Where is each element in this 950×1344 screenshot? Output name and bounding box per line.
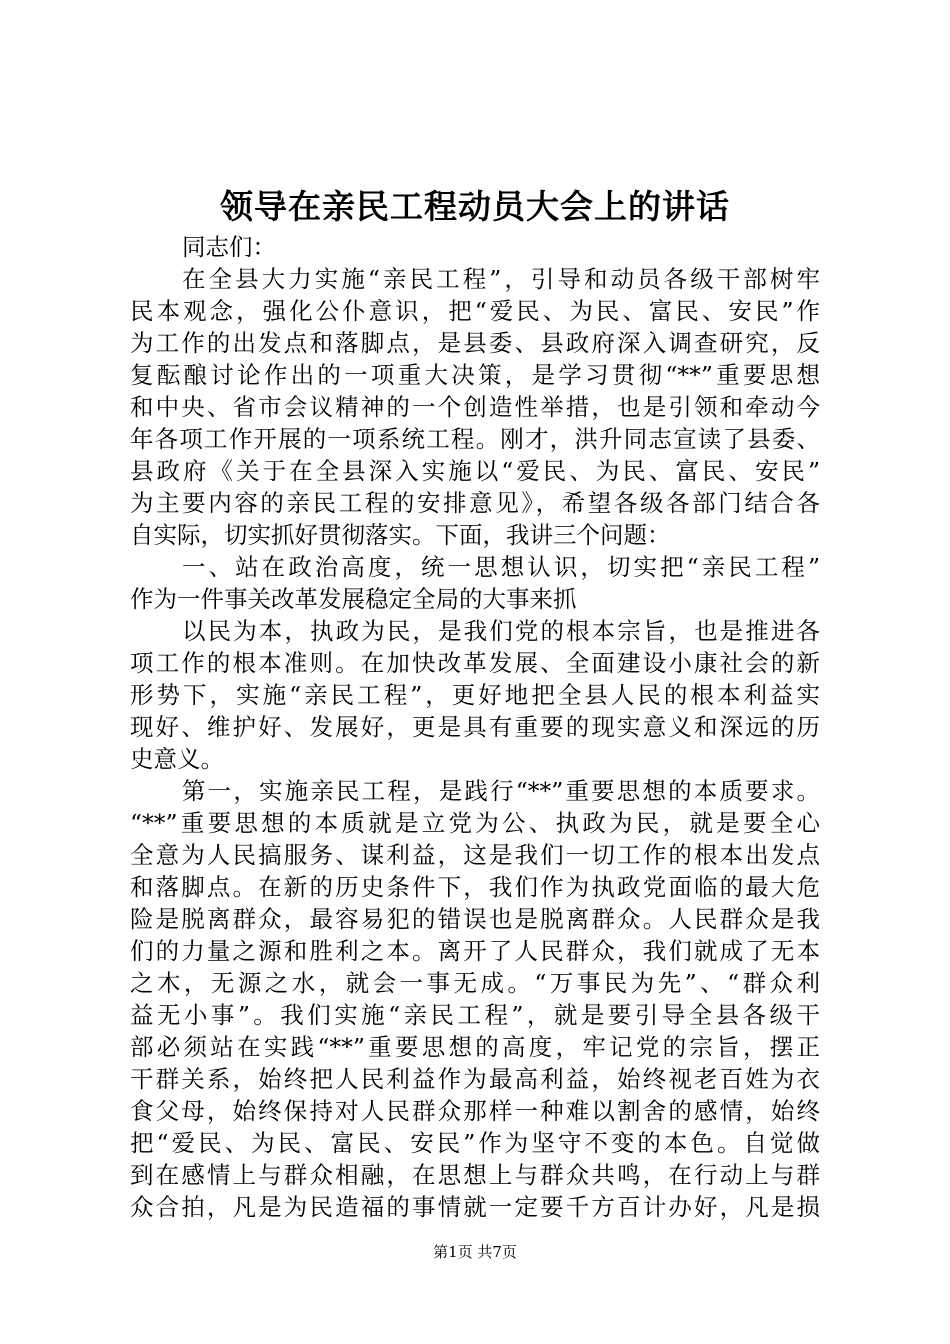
document-body <box>130 231 820 1223</box>
paragraph-line: 为工作的出发点和落脚点，是县委、县政府深入调查研究，反 <box>130 329 820 357</box>
paragraph-line: 险是脱离群众，最容易犯的错误也是脱离群众。人民群众是我 <box>130 905 820 933</box>
paragraph-line: 以民为本，执政为民，是我们党的根本宗旨，也是推进各 <box>182 617 820 645</box>
paragraph-line: 为主要内容的亲民工程的安排意见》，希望各级各部门结合各 <box>130 489 820 517</box>
paragraph-line: 第一，实施亲民工程，是践行“**”重要思想的本质要求。 <box>182 777 820 805</box>
paragraph-line: 形势下，实施“亲民工程”，更好地把全县人民的根本利益实 <box>130 681 820 709</box>
paragraph-line: 和落脚点。在新的历史条件下，我们作为执政党面临的最大危 <box>130 873 820 901</box>
paragraph-line: 史意义。 <box>130 745 224 773</box>
paragraph-line: 部必须站在实践“**”重要思想的高度，牢记党的宗旨，摆正 <box>130 1033 820 1061</box>
paragraph-line: 民本观念，强化公仆意识，把“爱民、为民、富民、安民”作 <box>130 297 820 325</box>
paragraph-line: 之木，无源之水，就会一事无成。“万事民为先”、“群众利 <box>130 969 820 997</box>
salutation: 同志们： <box>182 233 276 261</box>
paragraph-line: 益无小事”。我们实施“亲民工程”，就是要引导全县各级干 <box>130 1001 820 1029</box>
paragraph-line: 把“爱民、为民、富民、安民”作为坚守不变的本色。自觉做 <box>130 1129 820 1157</box>
paragraph-line: 项工作的根本准则。在加快改革发展、全面建设小康社会的新 <box>130 649 820 677</box>
paragraph-line: 众合拍，凡是为民造福的事情就一定要千方百计办好，凡是损 <box>130 1193 820 1221</box>
section-heading-line: 作为一件事关改革发展稳定全局的大事来抓 <box>130 585 577 613</box>
paragraph-line: 在全县大力实施“亲民工程”，引导和动员各级干部树牢 <box>182 265 820 293</box>
paragraph-line: 们的力量之源和胜利之本。离开了人民群众，我们就成了无本 <box>130 937 820 965</box>
section-heading-line: 一、站在政治高度，统一思想认识，切实把“亲民工程” <box>182 553 820 581</box>
document-title: 领导在亲民工程动员大会上的讲话 <box>220 187 730 226</box>
paragraph-line: 现好、维护好、发展好，更是具有重要的现实意义和深远的历 <box>130 713 820 741</box>
paragraph-line: 县政府《关于在全县深入实施以“爱民、为民、富民、安民” <box>130 457 820 485</box>
paragraph-line: 食父母，始终保持对人民群众那样一种难以割舍的感情，始终 <box>130 1097 820 1125</box>
paragraph-line: 到在感情上与群众相融，在思想上与群众共鸣，在行动上与群 <box>130 1161 820 1189</box>
paragraph-line: “**”重要思想的本质就是立党为公、执政为民，就是要全心 <box>130 809 820 837</box>
paragraph-line: 干群关系，始终把人民利益作为最高利益，始终视老百姓为衣 <box>130 1065 820 1093</box>
paragraph-line: 和中央、省市会议精神的一个创造性举措，也是引领和牵动今 <box>130 393 820 421</box>
paragraph-line: 年各项工作开展的一项系统工程。刚才，洪升同志宣读了县委、 <box>130 425 820 453</box>
page-number-footer: 第1页 共7页 <box>433 1243 517 1261</box>
paragraph-line: 全意为人民搞服务、谋利益，这是我们一切工作的根本出发点 <box>130 841 820 869</box>
paragraph-line: 自实际，切实抓好贯彻落实。下面，我讲三个问题： <box>130 521 671 549</box>
paragraph-line: 复酝酿讨论作出的一项重大决策，是学习贯彻“**”重要思想 <box>130 361 820 389</box>
